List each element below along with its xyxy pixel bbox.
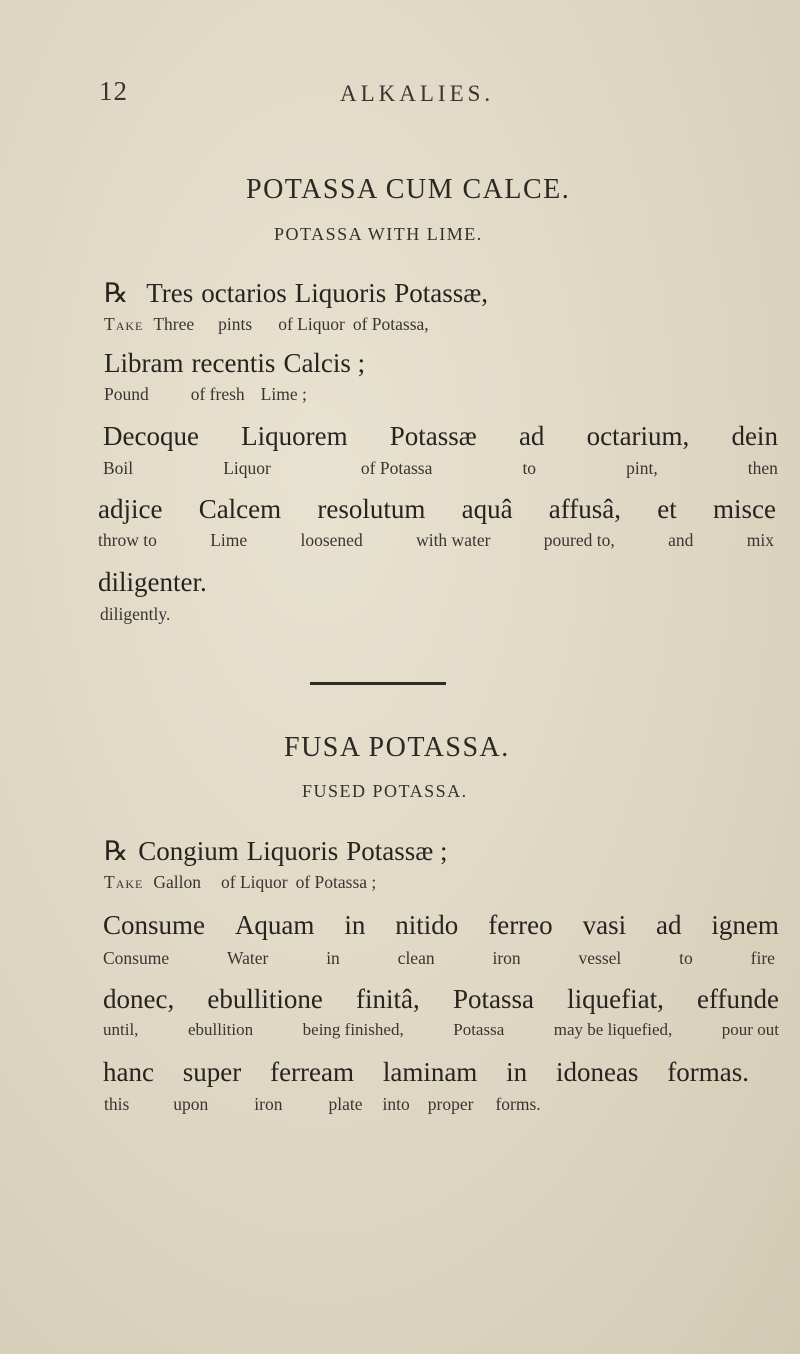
english-word: pour out xyxy=(721,1020,779,1039)
english-word: then xyxy=(747,458,778,478)
recipe2-english-line-1 xyxy=(104,872,376,893)
latin-word: Aquam xyxy=(234,910,315,940)
english-word: being finished, xyxy=(302,1020,404,1039)
english-word: vessel xyxy=(578,948,622,968)
latin-word: recentis xyxy=(191,348,276,378)
english-word: iron xyxy=(254,1094,283,1114)
english-word: Lime xyxy=(210,530,248,550)
latin-word: in xyxy=(506,1057,528,1087)
english-word: plate xyxy=(328,1094,363,1114)
latin-word: diligenter. xyxy=(98,567,207,597)
english-word: upon xyxy=(173,1094,209,1114)
english-word: Take xyxy=(104,872,144,892)
latin-word: Potassæ ; xyxy=(346,836,448,866)
recipe2-english-line-2 xyxy=(103,948,775,969)
recipe1-english-line-2 xyxy=(104,384,307,405)
latin-word: Decoque xyxy=(103,421,199,451)
recipe1-latin-line-4 xyxy=(98,494,776,525)
latin-word: Libram xyxy=(104,348,184,378)
recipe2-english-line-4 xyxy=(104,1094,541,1115)
latin-word: donec, xyxy=(103,984,175,1014)
latin-word: finitâ, xyxy=(356,984,420,1014)
recipe-symbol: ℞ xyxy=(104,278,129,308)
english-word: Lime ; xyxy=(260,384,307,404)
english-word: may be liquefied, xyxy=(553,1020,673,1039)
english-word: diligently. xyxy=(100,604,171,624)
latin-word: Potassa xyxy=(452,984,534,1014)
recipe2-english-line-3 xyxy=(103,1020,779,1040)
english-word: into xyxy=(382,1094,410,1114)
english-word: and xyxy=(668,530,694,550)
english-word: clean xyxy=(397,948,435,968)
latin-word: misce xyxy=(712,494,776,524)
latin-word: Congium xyxy=(138,836,239,866)
latin-word: laminam xyxy=(382,1057,478,1087)
english-word: poured to, xyxy=(543,530,615,550)
english-word: Potassa xyxy=(453,1020,505,1039)
recipe2-latin-line-1 xyxy=(104,836,448,867)
recipe2-latin-line-4 xyxy=(103,1057,749,1088)
english-word: to xyxy=(679,948,693,968)
english-word: Liquor xyxy=(223,458,271,478)
recipe1-latin-line-5 xyxy=(98,567,207,598)
latin-word: super xyxy=(182,1057,242,1087)
english-word: of Liquor xyxy=(278,314,345,334)
running-head: ALKALIES. xyxy=(340,81,495,106)
english-word: Boil xyxy=(103,458,134,478)
latin-word: ferreo xyxy=(488,910,553,940)
latin-word: ad xyxy=(656,910,682,940)
english-word: proper xyxy=(427,1094,474,1114)
recipe2-title: FUSA POTASSA. xyxy=(284,732,510,763)
english-word: fire xyxy=(750,948,775,968)
english-word: of Potassa ; xyxy=(295,872,377,892)
english-word: of fresh xyxy=(190,384,245,404)
latin-word: dein xyxy=(731,421,778,451)
latin-word: Liquoris xyxy=(294,278,387,308)
latin-word: resolutum xyxy=(317,494,426,524)
english-word: until, xyxy=(103,1020,139,1039)
english-word: with water xyxy=(416,530,491,550)
latin-word: Potassæ, xyxy=(394,278,489,308)
latin-word: Tres xyxy=(146,278,194,308)
recipe1-latin-line-1 xyxy=(104,278,488,309)
english-word: forms. xyxy=(495,1094,541,1114)
english-word: loosened xyxy=(300,530,363,550)
latin-word: affusâ, xyxy=(548,494,622,524)
latin-word: Potassæ xyxy=(389,421,477,451)
english-word: Three xyxy=(153,314,195,334)
latin-word: idoneas xyxy=(555,1057,639,1087)
english-word: pints xyxy=(218,314,253,334)
english-word: to xyxy=(522,458,537,478)
recipe2-latin-line-2 xyxy=(103,910,779,941)
latin-word: ferream xyxy=(270,1057,355,1087)
section-divider xyxy=(310,682,446,685)
latin-word: formas. xyxy=(667,1057,749,1087)
english-word: of Potassa, xyxy=(352,314,429,334)
english-word: Gallon xyxy=(153,872,201,892)
latin-word: hanc xyxy=(103,1057,154,1087)
latin-word: vasi xyxy=(582,910,627,940)
english-word: throw to xyxy=(98,530,157,550)
recipe1-english-line-1 xyxy=(104,314,429,335)
recipe1-english-line-3 xyxy=(103,458,778,479)
english-word: Take xyxy=(104,314,144,334)
latin-word: Liquoris xyxy=(246,836,339,866)
latin-word: octarios xyxy=(201,278,287,308)
english-word: of Potassa xyxy=(360,458,433,478)
latin-word: ad xyxy=(518,421,545,451)
english-word: iron xyxy=(492,948,521,968)
recipe2-subtitle: FUSED POTASSA. xyxy=(302,781,468,801)
latin-word: Consume xyxy=(103,910,206,940)
latin-word: liquefiat, xyxy=(567,984,664,1014)
recipe1-english-line-4 xyxy=(98,530,774,551)
latin-word: Calcis ; xyxy=(283,348,366,378)
english-word: in xyxy=(326,948,340,968)
recipe1-subtitle: POTASSA WITH LIME. xyxy=(274,224,483,244)
recipe1-latin-line-3 xyxy=(103,421,778,452)
english-word: pint, xyxy=(626,458,658,478)
latin-word: octarium, xyxy=(586,421,690,451)
latin-word: adjice xyxy=(98,494,163,524)
recipe-symbol: ℞ xyxy=(104,836,129,866)
english-word: ebullition xyxy=(187,1020,254,1039)
page-number: 12 xyxy=(99,76,128,106)
latin-word: ignem xyxy=(711,910,779,940)
english-word: of Liquor xyxy=(221,872,288,892)
recipe2-latin-line-3 xyxy=(103,984,779,1015)
latin-word: in xyxy=(344,910,366,940)
english-word: Pound xyxy=(104,384,149,404)
english-word: mix xyxy=(746,530,774,550)
recipe1-english-line-5 xyxy=(100,604,170,625)
english-word: this xyxy=(104,1094,130,1114)
latin-word: Calcem xyxy=(198,494,282,524)
latin-word: effunde xyxy=(697,984,779,1014)
recipe1-title: POTASSA CUM CALCE. xyxy=(246,174,571,205)
recipe1-latin-line-2 xyxy=(104,348,365,379)
latin-word: nitido xyxy=(395,910,459,940)
latin-word: ebullitione xyxy=(207,984,323,1014)
english-word: Consume xyxy=(103,948,170,968)
latin-word: Liquorem xyxy=(241,421,348,451)
latin-word: aquâ xyxy=(461,494,513,524)
english-word: Water xyxy=(226,948,269,968)
latin-word: et xyxy=(657,494,677,524)
